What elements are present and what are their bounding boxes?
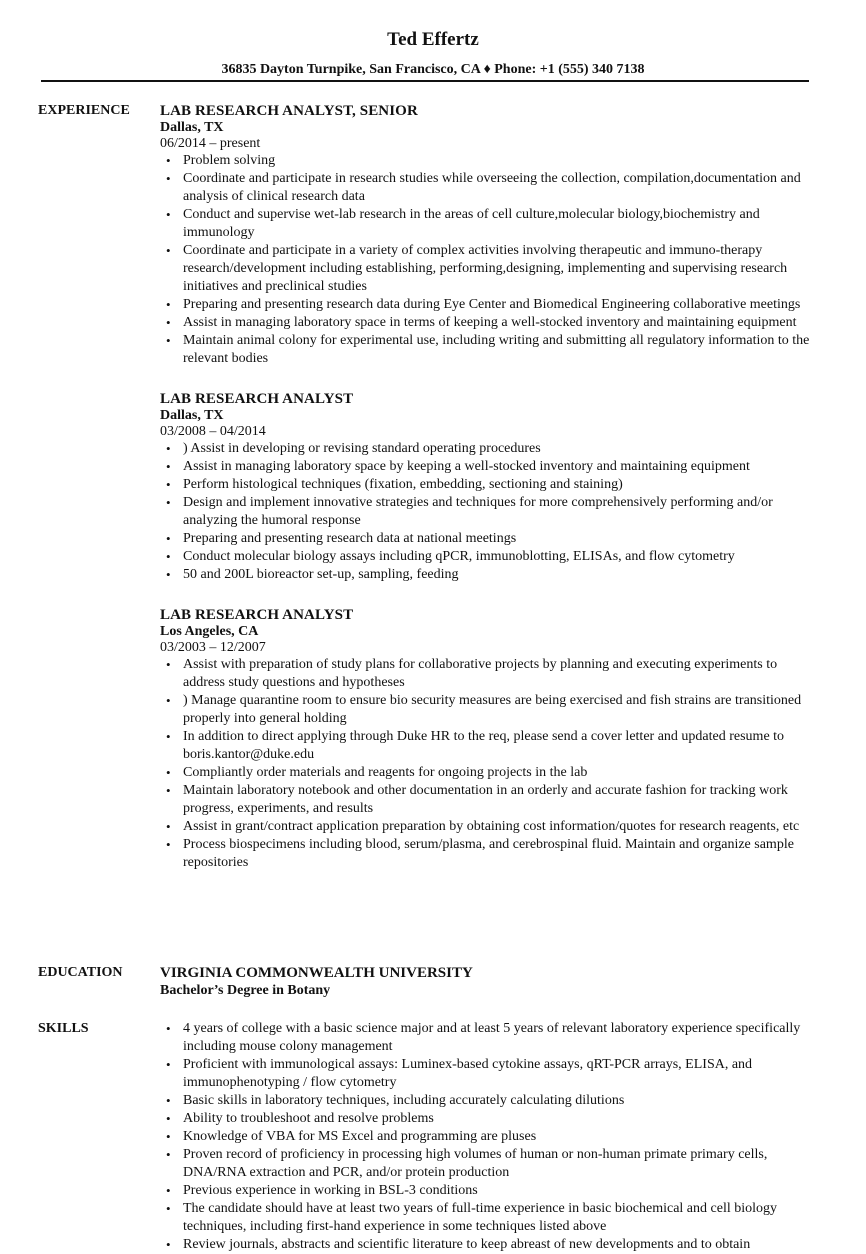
skills-list <box>160 1020 820 1254</box>
education-body <box>160 964 820 1000</box>
skill-item: • 4 years of college with a basic science major and at least 5 years of relevant laboratory experience specifically including mouse colony management <box>183 1020 820 1056</box>
skill-item: • The candidate should have at least two years of full-time experience in basic biochemical and cell biology techniques, including first-hand experience in some techniques listed above <box>183 1200 820 1236</box>
bullet-item: • In addition to direct applying through Duke HR to the req, please send a cover letter and updated resume to boris.kantor@duke.edu <box>183 728 820 764</box>
skill-item: • Review journals, abstracts and scientific literature to keep abreast of new developments and to obtain <box>183 1236 820 1254</box>
bullet-item: • Process biospecimens including blood, serum/plasma, and cerebrospinal fluid. Maintain and organize sample repositories <box>183 836 820 872</box>
job-bullets <box>160 440 820 584</box>
bullet-item: • Perform histological techniques (fixation, embedding, sectioning and staining) <box>183 476 820 494</box>
section-label-experience: EXPERIENCE <box>38 103 130 118</box>
bullet-item: • Conduct and supervise wet-lab research in the areas of cell culture,molecular biology,biochemistry and immunology <box>183 206 820 242</box>
bullet-item: • Preparing and presenting research data at national meetings <box>183 530 820 548</box>
experience-body <box>160 102 820 894</box>
bullet-item: • ) Assist in developing or revising standard operating procedures <box>183 440 820 458</box>
section-label-skills: SKILLS <box>38 1021 89 1036</box>
bullet-item: • Maintain laboratory notebook and other documentation in an orderly and accurate fashion for tracking work progress, experiments, and results <box>183 782 820 818</box>
school-name: VIRGINIA COMMONWEALTH UNIVERSITY <box>160 965 473 981</box>
skill-item: • Previous experience in working in BSL-3 conditions <box>183 1182 820 1200</box>
job-dates: 03/2003 – 12/2007 <box>160 640 266 655</box>
bullet-item: • Assist in grant/contract application preparation by obtaining cost information/quotes for research reagents, etc <box>183 818 820 836</box>
job-entry <box>160 606 820 872</box>
bullet-item: • Coordinate and participate in research studies while overseeing the collection, compilation,documentation and analysis of clinical research data <box>183 170 820 206</box>
candidate-name: Ted Effertz <box>387 29 479 50</box>
job-location: Dallas, TX <box>160 408 224 423</box>
job-bullets <box>160 152 820 368</box>
skill-item: • Proven record of proficiency in processing high volumes of human or non-human primate primary cells, DNA/RNA extraction and PCR, and/or protein production <box>183 1146 820 1182</box>
job-dates: 03/2008 – 04/2014 <box>160 424 266 439</box>
section-label-education: EDUCATION <box>38 965 123 980</box>
skill-item: • Knowledge of VBA for MS Excel and programming are pluses <box>183 1128 820 1146</box>
skill-item: • Ability to troubleshoot and resolve problems <box>183 1110 820 1128</box>
job-bullets <box>160 656 820 872</box>
skill-item: • Basic skills in laboratory techniques, including accurately calculating dilutions <box>183 1092 820 1110</box>
skills-body <box>160 1020 820 1254</box>
bullet-item: • Coordinate and participate in a variety of complex activities involving therapeutic and immuno-therapy research/development including establishing, performing,designing, implementing and supervising research initiatives and preclinical studies <box>183 242 820 296</box>
bullet-item: • Design and implement innovative strategies and techniques for more comprehensively performing and/or analyzing the humoral response <box>183 494 820 530</box>
bullet-item: • Compliantly order materials and reagents for ongoing projects in the lab <box>183 764 820 782</box>
bullet-item: • ) Manage quarantine room to ensure bio security measures are being exercised and fish strains are transitioned properly into general holding <box>183 692 820 728</box>
bullet-item: • Preparing and presenting research data during Eye Center and Biomedical Engineering collaborative meetings <box>183 296 820 314</box>
bullet-item: • Problem solving <box>183 152 820 170</box>
job-title: LAB RESEARCH ANALYST, SENIOR <box>160 103 418 119</box>
bullet-item: • Assist with preparation of study plans for collaborative projects by planning and executing experiments to address study questions and hypotheses <box>183 656 820 692</box>
job-dates: 06/2014 – present <box>160 136 261 151</box>
bullet-item: • Assist in managing laboratory space by keeping a well-stocked inventory and maintaining equipment <box>183 458 820 476</box>
bullet-item: • Maintain animal colony for experimental use, including writing and submitting all regulatory information to the relevant bodies <box>183 332 820 368</box>
job-title: LAB RESEARCH ANALYST <box>160 607 354 623</box>
skill-item: • Proficient with immunological assays: Luminex-based cytokine assays, qRT-PCR arrays, ELISA, and immunophenotyping / flow cytometry <box>183 1056 820 1092</box>
contact-line: 36835 Dayton Turnpike, San Francisco, CA ♦ Phone: +1 (555) 340 7138 <box>221 62 645 77</box>
header-divider <box>41 80 809 82</box>
job-entry <box>160 102 820 368</box>
bullet-item: • Conduct molecular biology assays including qPCR, immunoblotting, ELISAs, and flow cytometry <box>183 548 820 566</box>
job-entry <box>160 390 820 584</box>
job-location: Los Angeles, CA <box>160 624 259 639</box>
job-location: Dallas, TX <box>160 120 224 135</box>
bullet-item: • 50 and 200L bioreactor set-up, sampling, feeding <box>183 566 820 584</box>
degree-name: Bachelor’s Degree in Botany <box>160 983 331 998</box>
job-title: LAB RESEARCH ANALYST <box>160 391 354 407</box>
bullet-item: • Assist in managing laboratory space in terms of keeping a well-stocked inventory and maintaining equipment <box>183 314 820 332</box>
